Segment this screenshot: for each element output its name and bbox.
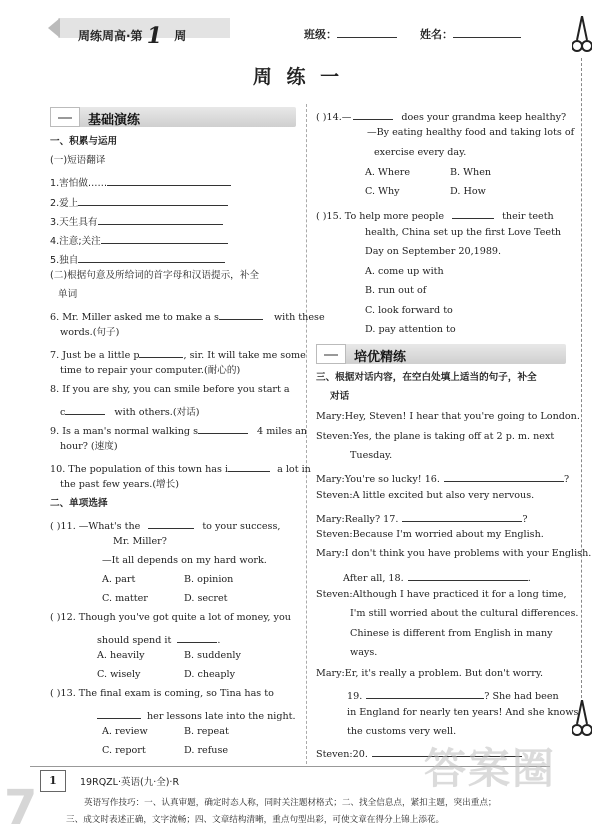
banner-arrow xyxy=(48,18,60,38)
phrase-item: 1.害怕做…… xyxy=(50,174,231,190)
dialogue-line: Mary:I don't think you have problems with your English. xyxy=(316,548,592,559)
cut-line xyxy=(581,58,582,698)
phrase-item: 5.独自 xyxy=(50,251,225,267)
q6: 6. Mr. Miller asked me to make a s with these xyxy=(50,308,325,324)
q13-option[interactable]: A. review xyxy=(102,726,148,737)
dialogue-line: Steven:20. xyxy=(316,745,522,761)
dialogue-line: Steven:Although I have practiced it for a long time, xyxy=(316,589,567,600)
q15-line2: health, China set up the first Love Teeth xyxy=(365,227,562,238)
page-number: 1 xyxy=(40,770,66,792)
answer-blank[interactable] xyxy=(177,631,217,643)
q11-line2: Mr. Miller? xyxy=(113,536,167,547)
q11: ( )11. —What's the to your success, xyxy=(50,517,280,533)
dialogue-line: I'm still worried about the cultural differences. xyxy=(350,608,579,619)
q7: 7. Just be a little p , sir. It will take me some xyxy=(50,346,306,362)
answer-blank[interactable] xyxy=(353,108,393,120)
writing-tip-line2: 三、成文时表述正确，文字流畅；四、文章结构清晰，重点句型出彩，可使文章在得分上锦上添花。 xyxy=(66,815,445,825)
section-tag-icon xyxy=(50,107,80,127)
dialogue-line: 19. ? She had been xyxy=(347,687,559,703)
dialogue-line: Steven:Because I'm worried about my English. xyxy=(316,529,544,540)
dialogue-line: ways. xyxy=(350,647,378,658)
section-title: 培优精练 xyxy=(354,350,407,365)
q9-line2: hour? (速度) xyxy=(60,441,118,452)
answer-blank[interactable] xyxy=(65,403,105,415)
answer-blank[interactable] xyxy=(452,207,494,219)
class-blank[interactable] xyxy=(337,26,397,38)
dialogue-line: Mary:Hey, Steven! I hear that you're going to London. xyxy=(316,411,580,422)
answer-blank[interactable] xyxy=(101,232,228,244)
q12-option[interactable]: A. heavily xyxy=(97,650,145,661)
q10: 10. The population of this town has i a lot in xyxy=(50,460,311,476)
watermark-logo: 答案圈 xyxy=(424,744,557,793)
scissors-icon xyxy=(572,16,592,54)
dialogue-line: Mary:Er, it's really a problem. But don't worry. xyxy=(316,668,544,679)
answer-blank[interactable] xyxy=(98,213,223,225)
section-title: 基础演练 xyxy=(88,113,141,128)
part2-title: 二、单项选择 xyxy=(50,498,108,509)
sub2-title-cont: 单词 xyxy=(58,289,78,300)
q15-option[interactable]: C. look forward to xyxy=(365,305,453,316)
answer-blank[interactable] xyxy=(107,174,231,186)
answer-blank[interactable] xyxy=(78,194,228,206)
q13: ( )13. The final exam is coming, so Tina has to xyxy=(50,688,274,699)
q14-option[interactable]: D. How xyxy=(450,186,486,197)
part3-title-cont: 对话 xyxy=(330,391,350,402)
section-basic xyxy=(50,107,296,127)
q6-line2: words.(句子) xyxy=(60,327,120,338)
q13-option[interactable]: B. repeat xyxy=(184,726,229,737)
q12-option[interactable]: C. wisely xyxy=(97,669,141,680)
book-code: 19RQZL·英语(九·全)·R xyxy=(80,777,180,788)
q14-option[interactable]: A. Where xyxy=(365,167,411,178)
class-field xyxy=(304,26,397,42)
answer-blank[interactable] xyxy=(97,707,141,719)
q12-line2: should spend it . xyxy=(97,631,220,647)
q8-line2: c with others.(对话) xyxy=(60,403,200,419)
week-suffix: 周 xyxy=(174,29,187,43)
q8: 8. If you are shy, you can smile before you start a xyxy=(50,384,290,395)
answer-blank[interactable] xyxy=(408,569,528,581)
section-tag-icon xyxy=(316,344,346,364)
phrase-item: 3.天生具有 xyxy=(50,213,223,229)
q15-option[interactable]: A. come up with xyxy=(365,266,444,277)
dialogue-line: Steven:A little excited but also very nervous. xyxy=(316,490,535,501)
phrase-item: 4.注意;关注 xyxy=(50,232,228,248)
q12-option[interactable]: D. cheaply xyxy=(184,669,236,680)
dialogue-line: Chinese is different from English in many xyxy=(350,628,553,639)
q11-option[interactable]: D. secret xyxy=(184,593,228,604)
q10-line2: the past few years.(增长) xyxy=(60,479,179,490)
q14-option[interactable]: C. Why xyxy=(365,186,400,197)
q14-line2: —By eating healthy food and taking lots of xyxy=(367,127,575,138)
writing-tip-line1: 英语写作技巧：一、认真审题，确定时态人称，同时关注题材格式；二、找全信息点，紧扣主题，突出重点； xyxy=(84,798,497,808)
dialogue-line: the customs very well. xyxy=(347,726,457,737)
week-number: 1 xyxy=(146,23,163,49)
q15: ( )15. To help more people their teeth xyxy=(316,207,554,223)
answer-blank[interactable] xyxy=(402,510,522,522)
q12-option[interactable]: B. suddenly xyxy=(184,650,241,661)
dialogue-line: Mary:Really? 17. ? xyxy=(316,510,528,526)
q14-option[interactable]: B. When xyxy=(450,167,492,178)
q12: ( )12. Though you've got quite a lot of money, you xyxy=(50,612,291,623)
q11-option[interactable]: C. matter xyxy=(102,593,148,604)
big-seven-mark: 7 xyxy=(4,780,38,836)
answer-blank[interactable] xyxy=(139,346,183,358)
sub2-title: (二)根据句意及所给词的首字母和汉语提示，补全 xyxy=(50,270,259,281)
scissors-icon xyxy=(572,700,592,738)
answer-blank[interactable] xyxy=(148,517,194,529)
q11-option[interactable]: A. part xyxy=(102,574,136,585)
name-field xyxy=(420,26,521,42)
dialogue-line: Tuesday. xyxy=(350,450,393,461)
section-advanced xyxy=(316,344,566,364)
q15-line3: Day on September 20,1989. xyxy=(365,246,502,257)
q11-line3: —It all depends on my hard work. xyxy=(102,555,267,566)
q14: ( )14.— does your grandma keep healthy? xyxy=(316,108,566,124)
sub1-title: (一)短语翻译 xyxy=(50,155,106,166)
answer-blank[interactable] xyxy=(366,687,484,699)
part3-title: 三、根据对话内容，在空白处填上适当的句子，补全 xyxy=(316,372,537,383)
answer-blank[interactable] xyxy=(198,422,248,434)
dialogue-line: Mary:You're so lucky! 16. ? xyxy=(316,470,569,486)
answer-blank[interactable] xyxy=(219,308,263,320)
q13-option[interactable]: D. refuse xyxy=(184,745,229,756)
q13-line2: her lessons late into the night. xyxy=(97,707,296,723)
dialogue-line: Steven:Yes, the plane is taking off at 2 p. m. next xyxy=(316,431,555,442)
name-blank[interactable] xyxy=(453,26,521,38)
dialogue-line: in England for nearly ten years! And she knows xyxy=(347,707,579,718)
week-prefix: 周练周高·第 xyxy=(78,29,143,43)
answer-blank[interactable] xyxy=(444,470,564,482)
q9: 9. Is a man's normal walking s 4 miles an xyxy=(50,422,307,438)
part1-title: 一、积累与运用 xyxy=(50,136,118,147)
page-title: 周 练 一 xyxy=(252,66,344,88)
week-label xyxy=(78,20,187,49)
dialogue-line: After all, 18. . xyxy=(343,569,531,585)
q13-option[interactable]: C. report xyxy=(102,745,146,756)
answer-blank[interactable] xyxy=(78,251,225,263)
q15-option[interactable]: D. pay attention to xyxy=(365,324,456,335)
phrase-item: 2.爱上 xyxy=(50,194,228,210)
name-label: 姓名： xyxy=(420,28,453,41)
q7-line2: time to repair your computer.(耐心的) xyxy=(60,365,241,376)
q14-line3: exercise every day. xyxy=(374,147,467,158)
class-label: 班级： xyxy=(304,28,337,41)
answer-blank[interactable] xyxy=(228,460,270,472)
q15-option[interactable]: B. run out of xyxy=(365,285,427,296)
q11-option[interactable]: B. opinion xyxy=(184,574,234,585)
